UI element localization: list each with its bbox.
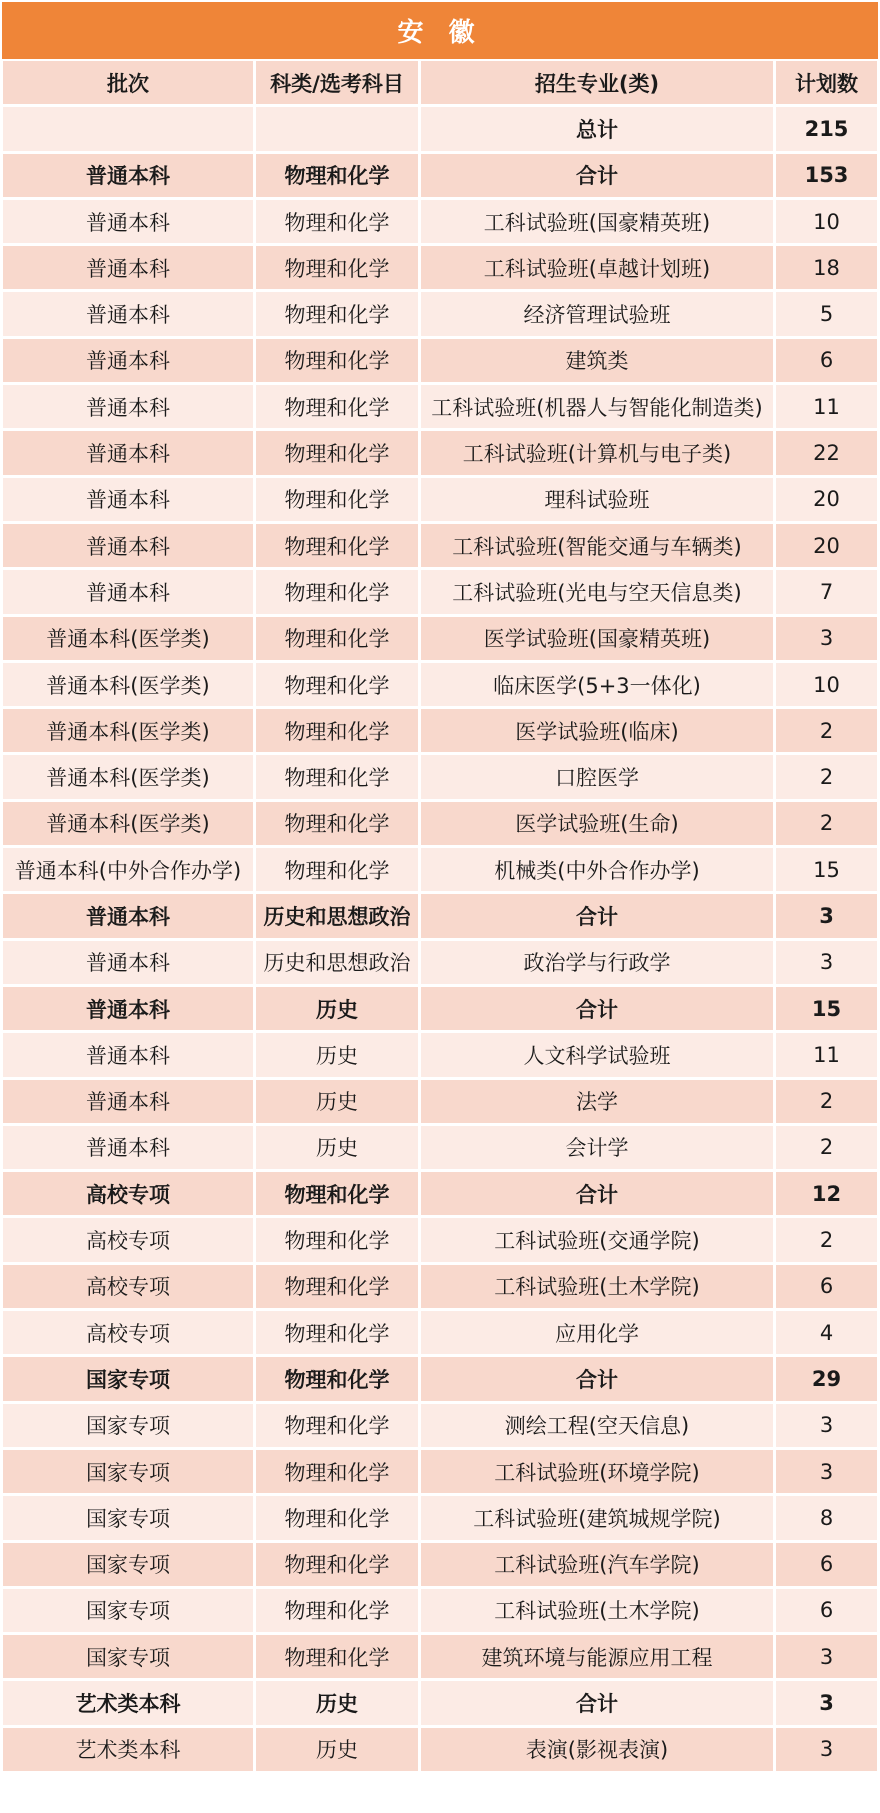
cell-batch: 普通本科 [3, 339, 253, 382]
table-row [3, 709, 877, 752]
cell-major: 人文科学试验班 [421, 1033, 773, 1076]
cell-major: 医学试验班(国豪精英班) [421, 617, 773, 660]
cell-major: 工科试验班(智能交通与车辆类) [421, 524, 773, 567]
cell-major: 口腔医学 [421, 755, 773, 798]
table-row [3, 570, 877, 613]
cell-batch: 高校专项 [3, 1172, 253, 1215]
cell-count: 15 [776, 987, 877, 1030]
table-row [3, 987, 877, 1030]
header-subject: 科类/选考科目 [256, 61, 418, 104]
cell-count: 2 [776, 802, 877, 845]
cell-batch: 普通本科 [3, 385, 253, 428]
table-row [3, 1265, 877, 1308]
cell-subject: 历史和思想政治 [256, 894, 418, 937]
cell-subject: 物理和化学 [256, 1265, 418, 1308]
cell-count: 3 [776, 1404, 877, 1447]
cell-subject: 物理和化学 [256, 246, 418, 289]
table-row [3, 848, 877, 891]
cell-major: 合计 [421, 1172, 773, 1215]
page [0, 2, 880, 1774]
cell-count: 3 [776, 1681, 877, 1724]
table-row [3, 1728, 877, 1771]
cell-batch: 国家专项 [3, 1404, 253, 1447]
cell-subject: 物理和化学 [256, 154, 418, 197]
cell-batch: 普通本科 [3, 941, 253, 984]
header-batch: 批次 [3, 61, 253, 104]
table-row [3, 1496, 877, 1539]
cell-major: 工科试验班(环境学院) [421, 1450, 773, 1493]
cell-batch: 普通本科 [3, 200, 253, 243]
cell-batch: 普通本科 [3, 246, 253, 289]
cell-subject: 物理和化学 [256, 1450, 418, 1493]
table-row [3, 1080, 877, 1123]
cell-major: 建筑环境与能源应用工程 [421, 1635, 773, 1678]
cell-batch: 普通本科(医学类) [3, 755, 253, 798]
cell-subject: 物理和化学 [256, 1543, 418, 1586]
cell-count: 3 [776, 617, 877, 660]
cell-major: 工科试验班(光电与空天信息类) [421, 570, 773, 613]
cell-major: 合计 [421, 894, 773, 937]
cell-count: 3 [776, 1635, 877, 1678]
cell-count: 2 [776, 709, 877, 752]
cell-batch: 普通本科 [3, 987, 253, 1030]
cell-batch: 普通本科 [3, 1126, 253, 1169]
cell-batch: 普通本科(医学类) [3, 617, 253, 660]
cell-subject: 物理和化学 [256, 524, 418, 567]
cell-count: 3 [776, 941, 877, 984]
cell-subject: 物理和化学 [256, 431, 418, 474]
cell-batch: 普通本科 [3, 1080, 253, 1123]
cell-batch: 普通本科 [3, 524, 253, 567]
table-row [3, 1543, 877, 1586]
cell-major: 总计 [421, 107, 773, 150]
header-count: 计划数 [776, 61, 877, 104]
cell-major: 测绘工程(空天信息) [421, 1404, 773, 1447]
table-row [3, 107, 877, 150]
cell-batch: 普通本科(医学类) [3, 802, 253, 845]
cell-batch: 高校专项 [3, 1218, 253, 1261]
cell-major: 经济管理试验班 [421, 292, 773, 335]
cell-subject: 历史 [256, 1728, 418, 1771]
cell-count: 18 [776, 246, 877, 289]
cell-subject: 物理和化学 [256, 709, 418, 752]
cell-subject: 物理和化学 [256, 1589, 418, 1632]
enrollment-table [0, 58, 880, 1774]
cell-major: 工科试验班(机器人与智能化制造类) [421, 385, 773, 428]
cell-major: 理科试验班 [421, 478, 773, 521]
cell-subject: 历史 [256, 1033, 418, 1076]
cell-major: 法学 [421, 1080, 773, 1123]
table-row [3, 941, 877, 984]
table-row [3, 617, 877, 660]
cell-major: 工科试验班(国豪精英班) [421, 200, 773, 243]
cell-subject: 物理和化学 [256, 617, 418, 660]
cell-subject: 物理和化学 [256, 292, 418, 335]
cell-subject: 物理和化学 [256, 802, 418, 845]
cell-count: 29 [776, 1357, 877, 1400]
cell-batch: 普通本科 [3, 894, 253, 937]
table-row [3, 1635, 877, 1678]
cell-major: 工科试验班(卓越计划班) [421, 246, 773, 289]
cell-count: 3 [776, 894, 877, 937]
cell-subject [256, 107, 418, 150]
cell-major: 工科试验班(交通学院) [421, 1218, 773, 1261]
cell-batch: 高校专项 [3, 1311, 253, 1354]
table-row [3, 431, 877, 474]
cell-batch: 普通本科 [3, 431, 253, 474]
cell-subject: 历史 [256, 1681, 418, 1724]
table-row [3, 1357, 877, 1400]
cell-subject: 物理和化学 [256, 339, 418, 382]
cell-count: 6 [776, 1589, 877, 1632]
cell-major: 会计学 [421, 1126, 773, 1169]
cell-batch: 高校专项 [3, 1265, 253, 1308]
cell-subject: 物理和化学 [256, 478, 418, 521]
cell-subject: 物理和化学 [256, 385, 418, 428]
cell-subject: 物理和化学 [256, 1218, 418, 1261]
cell-batch: 国家专项 [3, 1496, 253, 1539]
cell-major: 合计 [421, 1681, 773, 1724]
table-row [3, 478, 877, 521]
cell-count: 8 [776, 1496, 877, 1539]
cell-count: 2 [776, 1080, 877, 1123]
table-row [3, 1172, 877, 1215]
cell-count: 6 [776, 1543, 877, 1586]
table-row [3, 200, 877, 243]
cell-batch: 国家专项 [3, 1589, 253, 1632]
cell-count: 5 [776, 292, 877, 335]
table-row [3, 1450, 877, 1493]
table-row [3, 1126, 877, 1169]
cell-count: 2 [776, 1126, 877, 1169]
cell-major: 临床医学(5+3一体化) [421, 663, 773, 706]
cell-subject: 物理和化学 [256, 1311, 418, 1354]
cell-subject: 历史和思想政治 [256, 941, 418, 984]
cell-count: 20 [776, 524, 877, 567]
cell-count: 12 [776, 1172, 877, 1215]
cell-major: 工科试验班(汽车学院) [421, 1543, 773, 1586]
cell-count: 6 [776, 339, 877, 382]
cell-batch: 国家专项 [3, 1357, 253, 1400]
cell-count: 153 [776, 154, 877, 197]
cell-major: 表演(影视表演) [421, 1728, 773, 1771]
table-row [3, 1033, 877, 1076]
table-row [3, 292, 877, 335]
cell-count: 6 [776, 1265, 877, 1308]
cell-batch: 普通本科(医学类) [3, 663, 253, 706]
cell-major: 合计 [421, 154, 773, 197]
cell-subject: 物理和化学 [256, 1357, 418, 1400]
table-row [3, 802, 877, 845]
cell-subject: 物理和化学 [256, 663, 418, 706]
cell-count: 3 [776, 1450, 877, 1493]
cell-subject: 物理和化学 [256, 1496, 418, 1539]
cell-major: 合计 [421, 1357, 773, 1400]
cell-major: 工科试验班(土木学院) [421, 1265, 773, 1308]
cell-major: 合计 [421, 987, 773, 1030]
cell-batch: 艺术类本科 [3, 1681, 253, 1724]
table-body [3, 107, 877, 1771]
cell-count: 10 [776, 200, 877, 243]
cell-count: 2 [776, 1218, 877, 1261]
cell-count: 4 [776, 1311, 877, 1354]
cell-subject: 物理和化学 [256, 848, 418, 891]
cell-major: 建筑类 [421, 339, 773, 382]
table-row [3, 154, 877, 197]
cell-batch: 普通本科(医学类) [3, 709, 253, 752]
cell-major: 工科试验班(土木学院) [421, 1589, 773, 1632]
table-row [3, 339, 877, 382]
cell-major: 工科试验班(建筑城规学院) [421, 1496, 773, 1539]
cell-major: 医学试验班(生命) [421, 802, 773, 845]
cell-count: 15 [776, 848, 877, 891]
cell-batch [3, 107, 253, 150]
header-row [3, 61, 877, 104]
cell-subject: 物理和化学 [256, 755, 418, 798]
cell-count: 11 [776, 1033, 877, 1076]
header-major: 招生专业(类) [421, 61, 773, 104]
cell-batch: 国家专项 [3, 1635, 253, 1678]
cell-subject: 历史 [256, 1080, 418, 1123]
table-row [3, 1311, 877, 1354]
cell-subject: 物理和化学 [256, 570, 418, 613]
table-row [3, 1404, 877, 1447]
cell-subject: 物理和化学 [256, 1404, 418, 1447]
table-row [3, 1218, 877, 1261]
cell-subject: 物理和化学 [256, 1635, 418, 1678]
cell-batch: 普通本科(中外合作办学) [3, 848, 253, 891]
table-row [3, 1589, 877, 1632]
table-row [3, 894, 877, 937]
cell-major: 应用化学 [421, 1311, 773, 1354]
cell-count: 22 [776, 431, 877, 474]
cell-major: 工科试验班(计算机与电子类) [421, 431, 773, 474]
cell-subject: 物理和化学 [256, 200, 418, 243]
cell-subject: 历史 [256, 1126, 418, 1169]
table-row [3, 524, 877, 567]
cell-batch: 国家专项 [3, 1450, 253, 1493]
table-row [3, 755, 877, 798]
table-row [3, 1681, 877, 1724]
table-row [3, 663, 877, 706]
cell-batch: 普通本科 [3, 292, 253, 335]
cell-batch: 国家专项 [3, 1543, 253, 1586]
cell-count: 20 [776, 478, 877, 521]
table-title: 安 徽 [2, 2, 878, 59]
cell-count: 7 [776, 570, 877, 613]
table-row [3, 246, 877, 289]
cell-batch: 普通本科 [3, 478, 253, 521]
cell-major: 医学试验班(临床) [421, 709, 773, 752]
table-row [3, 385, 877, 428]
cell-count: 2 [776, 755, 877, 798]
cell-batch: 普通本科 [3, 570, 253, 613]
cell-subject: 物理和化学 [256, 1172, 418, 1215]
cell-major: 机械类(中外合作办学) [421, 848, 773, 891]
cell-batch: 普通本科 [3, 1033, 253, 1076]
cell-count: 215 [776, 107, 877, 150]
cell-subject: 历史 [256, 987, 418, 1030]
cell-count: 10 [776, 663, 877, 706]
cell-major: 政治学与行政学 [421, 941, 773, 984]
cell-count: 11 [776, 385, 877, 428]
cell-count: 3 [776, 1728, 877, 1771]
cell-batch: 艺术类本科 [3, 1728, 253, 1771]
cell-batch: 普通本科 [3, 154, 253, 197]
